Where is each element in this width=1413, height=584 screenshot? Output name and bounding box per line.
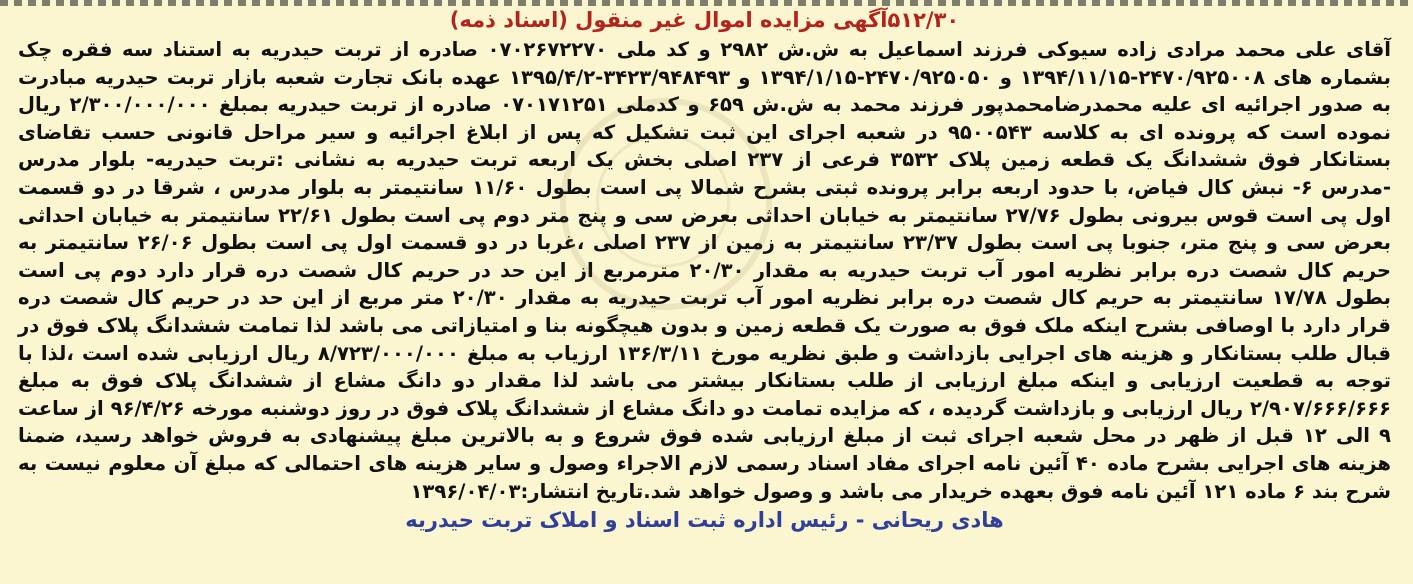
notice-body <box>18 36 1391 505</box>
notice-title: ۵۱۲/۳۰آگهی مزایده اموال غیر منقول (اسناد ذمه) <box>449 8 960 32</box>
notice-body-text: آقای علی محمد مرادی زاده سیوکی فرزند اسماعیل به ش.ش ۲۹۸۲ و کد ملی ۰۷۰۲۶۷۲۲۷۰ صادره از تربت حیدریه به استناد سه فقره چک بشماره های ۲۴۷۰/۹۲۵۰۰۸-۱۳۹۴/۱۱/۱۵ و ۲۴۷۰/۹۲۵۰۵۰-۱۳۹۴/۱/۱۵ و ۳۴۲۳/۹۴۸۴۹۳-۱۳۹۵/۴/۲ عهده بانک تجارت شعبه بازار تربت حیدریه مبادرت به صدور اجرائیه ای علیه محمدرضامحمدپور فرزند محمد به ش.ش ۶۵۹ و کدملی ۰۷۰۱۷۱۲۵۱ صادره از تربت حیدریه بمبلغ ۲/۳۰۰/۰۰۰/۰۰۰ ریال نموده است که پرونده ای به کلاسه ۹۵۰۰۵۴۳ در شعبه اجرای این ثبت تشکیل که پس از ابلاغ اجرائیه و سیر مراحل قانونی حسب تقاضای بستانکار فوق ششدانگ یک قطعه زمین پلاک ۳۵۳۲ فرعی از ۲۳۷ اصلی بخش یک اربعه تربت حیدریه به نشانی :تربت حیدریه- بلوار مدرس -مدرس ۶- نبش کال فیاض، با حدود اربعه برابر پرونده ثبتی بشرح شمالا پی است بطول ۱۱/۶۰ سانتیمتر به بلوار مدرس ، شرقا در دو قسمت اول پی است قوس بیرونی بطول ۲۷/۷۶ سانتیمتر به خیابان احداثی بعرض سی و پنج متر دوم پی است بطول ۲۲/۶۱ سانتیمتر به خیابان احداثی بعرض سی و پنج متر، جنوبا پی است بطول ۲۳/۳۷ سانتیمتر به زمین از ۲۳۷ اصلی ،غربا در دو قسمت اول پی است بطول ۲۶/۰۶ سانتیمتر به حریم کال شصت دره برابر نظریه امور آب تربت حیدریه به مقدار ۲۰/۳۰ مترمربع از این حد در حریم کال شصت دره قرار دارد دوم پی است بطول ۱۷/۷۸ سانتیمتر به حریم کال شصت دره برابر نظریه امور آب تربت حیدریه به مقدار ۲۰/۳۰ متر مربع از این حد در حریم کال شصت دره قرار دارد با اوصافی بشرح اینکه ملک فوق به صورت یک قطعه زمین و بدون هیچگونه بنا و امتیازاتی می باشد لذا تمامت ششدانگ پلاک فوق در قبال طلب بستانکار و هزینه های اجرایی بازداشت و طبق نظریه مورخ ۱۳۶/۳/۱۱ ارزیاب به مبلغ ۸/۷۲۳/۰۰۰/۰۰۰ ریال ارزیابی شده است ،لذا با توجه به قطعیت ارزیابی و اینکه مبلغ ارزیابی از طلب بستانکار بیشتر می باشد لذا مقدار دو دانگ مشاع از ششدانگ پلاک فوق به مبلغ ۲/۹۰۷/۶۶۶/۶۶۶ ریال ارزیابی و بازداشت گردیده ، که مزایده تمامت دو دانگ مشاع از ششدانگ پلاک فوق در روز دوشنبه مورخه ۹۶/۴/۲۶ از ساعت ۹ الی ۱۲ قبل از ظهر در محل شعبه اجرای ثبت از مبلغ ارزیابی شده فوق شروع و به بالاترین مبلغ پیشنهادی به فروش خواهد رسید، ضمنا هزینه های اجرایی بشرح ماده ۴۰ آئین نامه اجرای مفاد اسناد رسمی لازم الاجراء وصول و سایر هزینه های احتمالی که مبلغ آن معلوم نیست به شرح بند ۶ ماده ۱۲۱ آئین نامه فوق بعهده خریدار می باشد و وصول خواهد شد. <box>18 38 1392 503</box>
publish-date-label: تاریخ انتشار: <box>520 479 644 503</box>
publish-date: ۱۳۹۶/۰۴/۰۳ <box>410 479 521 503</box>
notice-signature: هادی ریحانی - رئیس اداره ثبت اسناد و املاک تربت حیدریه <box>405 508 1004 533</box>
clipped-top-edge <box>0 0 1413 6</box>
